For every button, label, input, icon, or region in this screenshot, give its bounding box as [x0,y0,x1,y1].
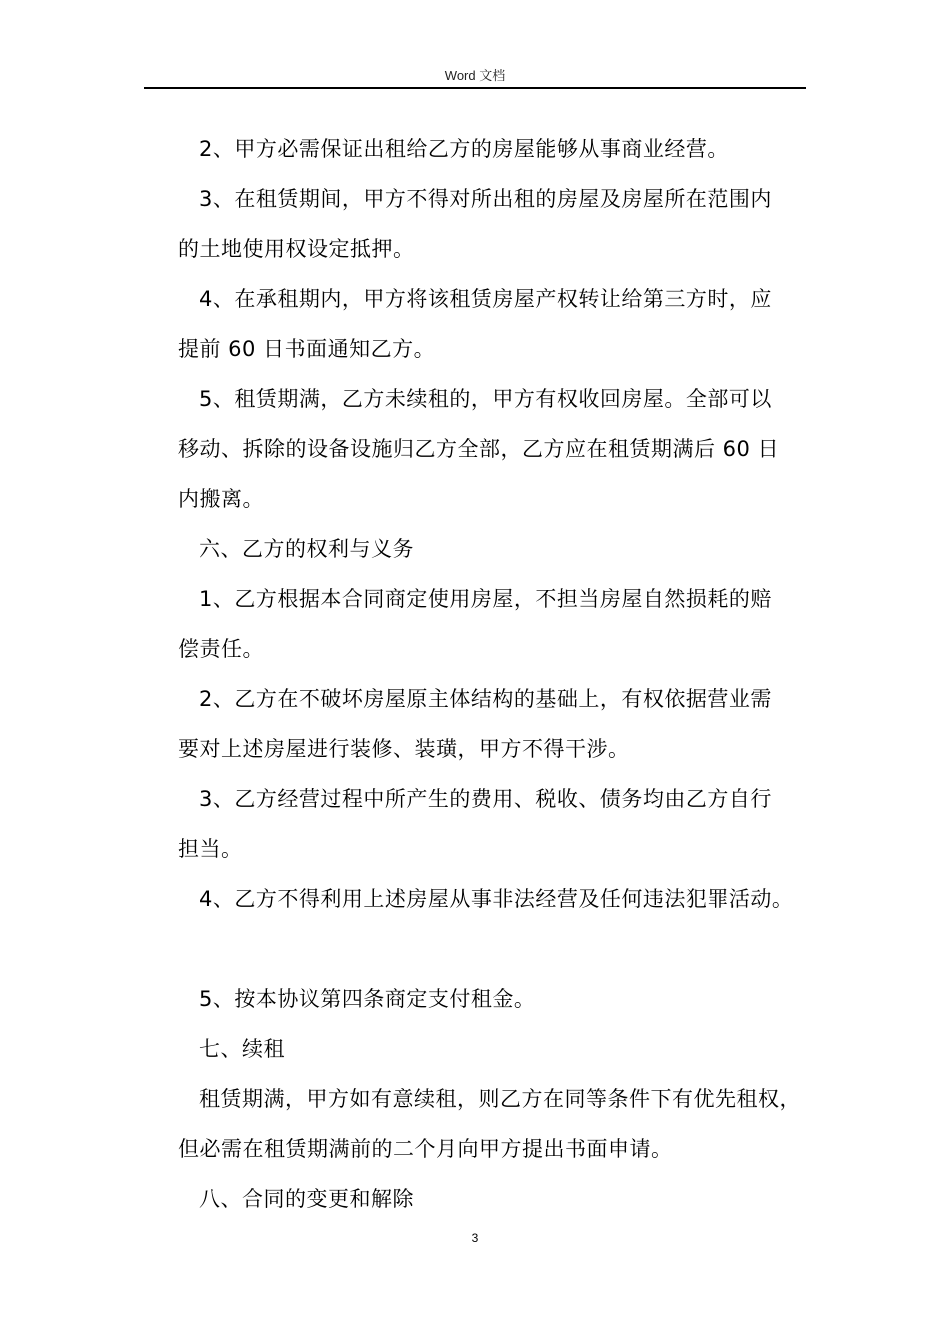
blank-line [178,924,818,974]
paragraph-line: 的土地使用权设定抵押。 [178,237,415,261]
section-heading: 七、续租 [199,1037,285,1061]
document-header-title: Word 文档 [444,68,506,83]
section-heading: 六、乙方的权利与义务 [199,537,414,561]
paragraph-line: 3、在租赁期间，甲方不得对所出租的房屋及房屋所在范围内 [199,187,772,211]
paragraph-line: 2、乙方在不破坏房屋原主体结构的基础上，有权依据营业需 [199,687,772,711]
paragraph-line: 4、在承租期内，甲方将该租赁房屋产权转让给第三方时，应 [199,287,772,311]
paragraph-line: 担当。 [178,837,243,861]
paragraph-line: 但必需在租赁期满前的二个月向甲方提出书面申请。 [178,1137,673,1161]
header-divider [144,87,806,89]
paragraph-line: 移动、拆除的设备设施归乙方全部，乙方应在租赁期满后 60 日 [178,437,780,461]
paragraph-line: 偿责任。 [178,637,264,661]
paragraph-line: 5、按本协议第四条商定支付租金。 [199,987,536,1011]
paragraph-line: 2、甲方必需保证出租给乙方的房屋能够从事商业经营。 [199,137,729,161]
page-number: 3 [471,1231,479,1245]
paragraph-line: 租赁期满，甲方如有意续租，则乙方在同等条件下有优先租权， [199,1087,801,1111]
paragraph-line: 1、乙方根据本合同商定使用房屋，不担当房屋自然损耗的赔 [199,587,772,611]
paragraph-line: 4、乙方不得利用上述房屋从事非法经营及任何违法犯罪活动。 [199,887,794,911]
paragraph-line: 内搬离。 [178,487,264,511]
paragraph-line: 要对上述房屋进行装修、装璜，甲方不得干涉。 [178,737,630,761]
paragraph-line: 3、乙方经营过程中所产生的费用、税收、债务均由乙方自行 [199,787,772,811]
section-heading: 八、合同的变更和解除 [199,1187,414,1211]
paragraph-line: 5、租赁期满，乙方未续租的，甲方有权收回房屋。全部可以 [199,387,772,411]
paragraph-line: 提前 60 日书面通知乙方。 [178,337,436,361]
document-body [178,124,818,1224]
